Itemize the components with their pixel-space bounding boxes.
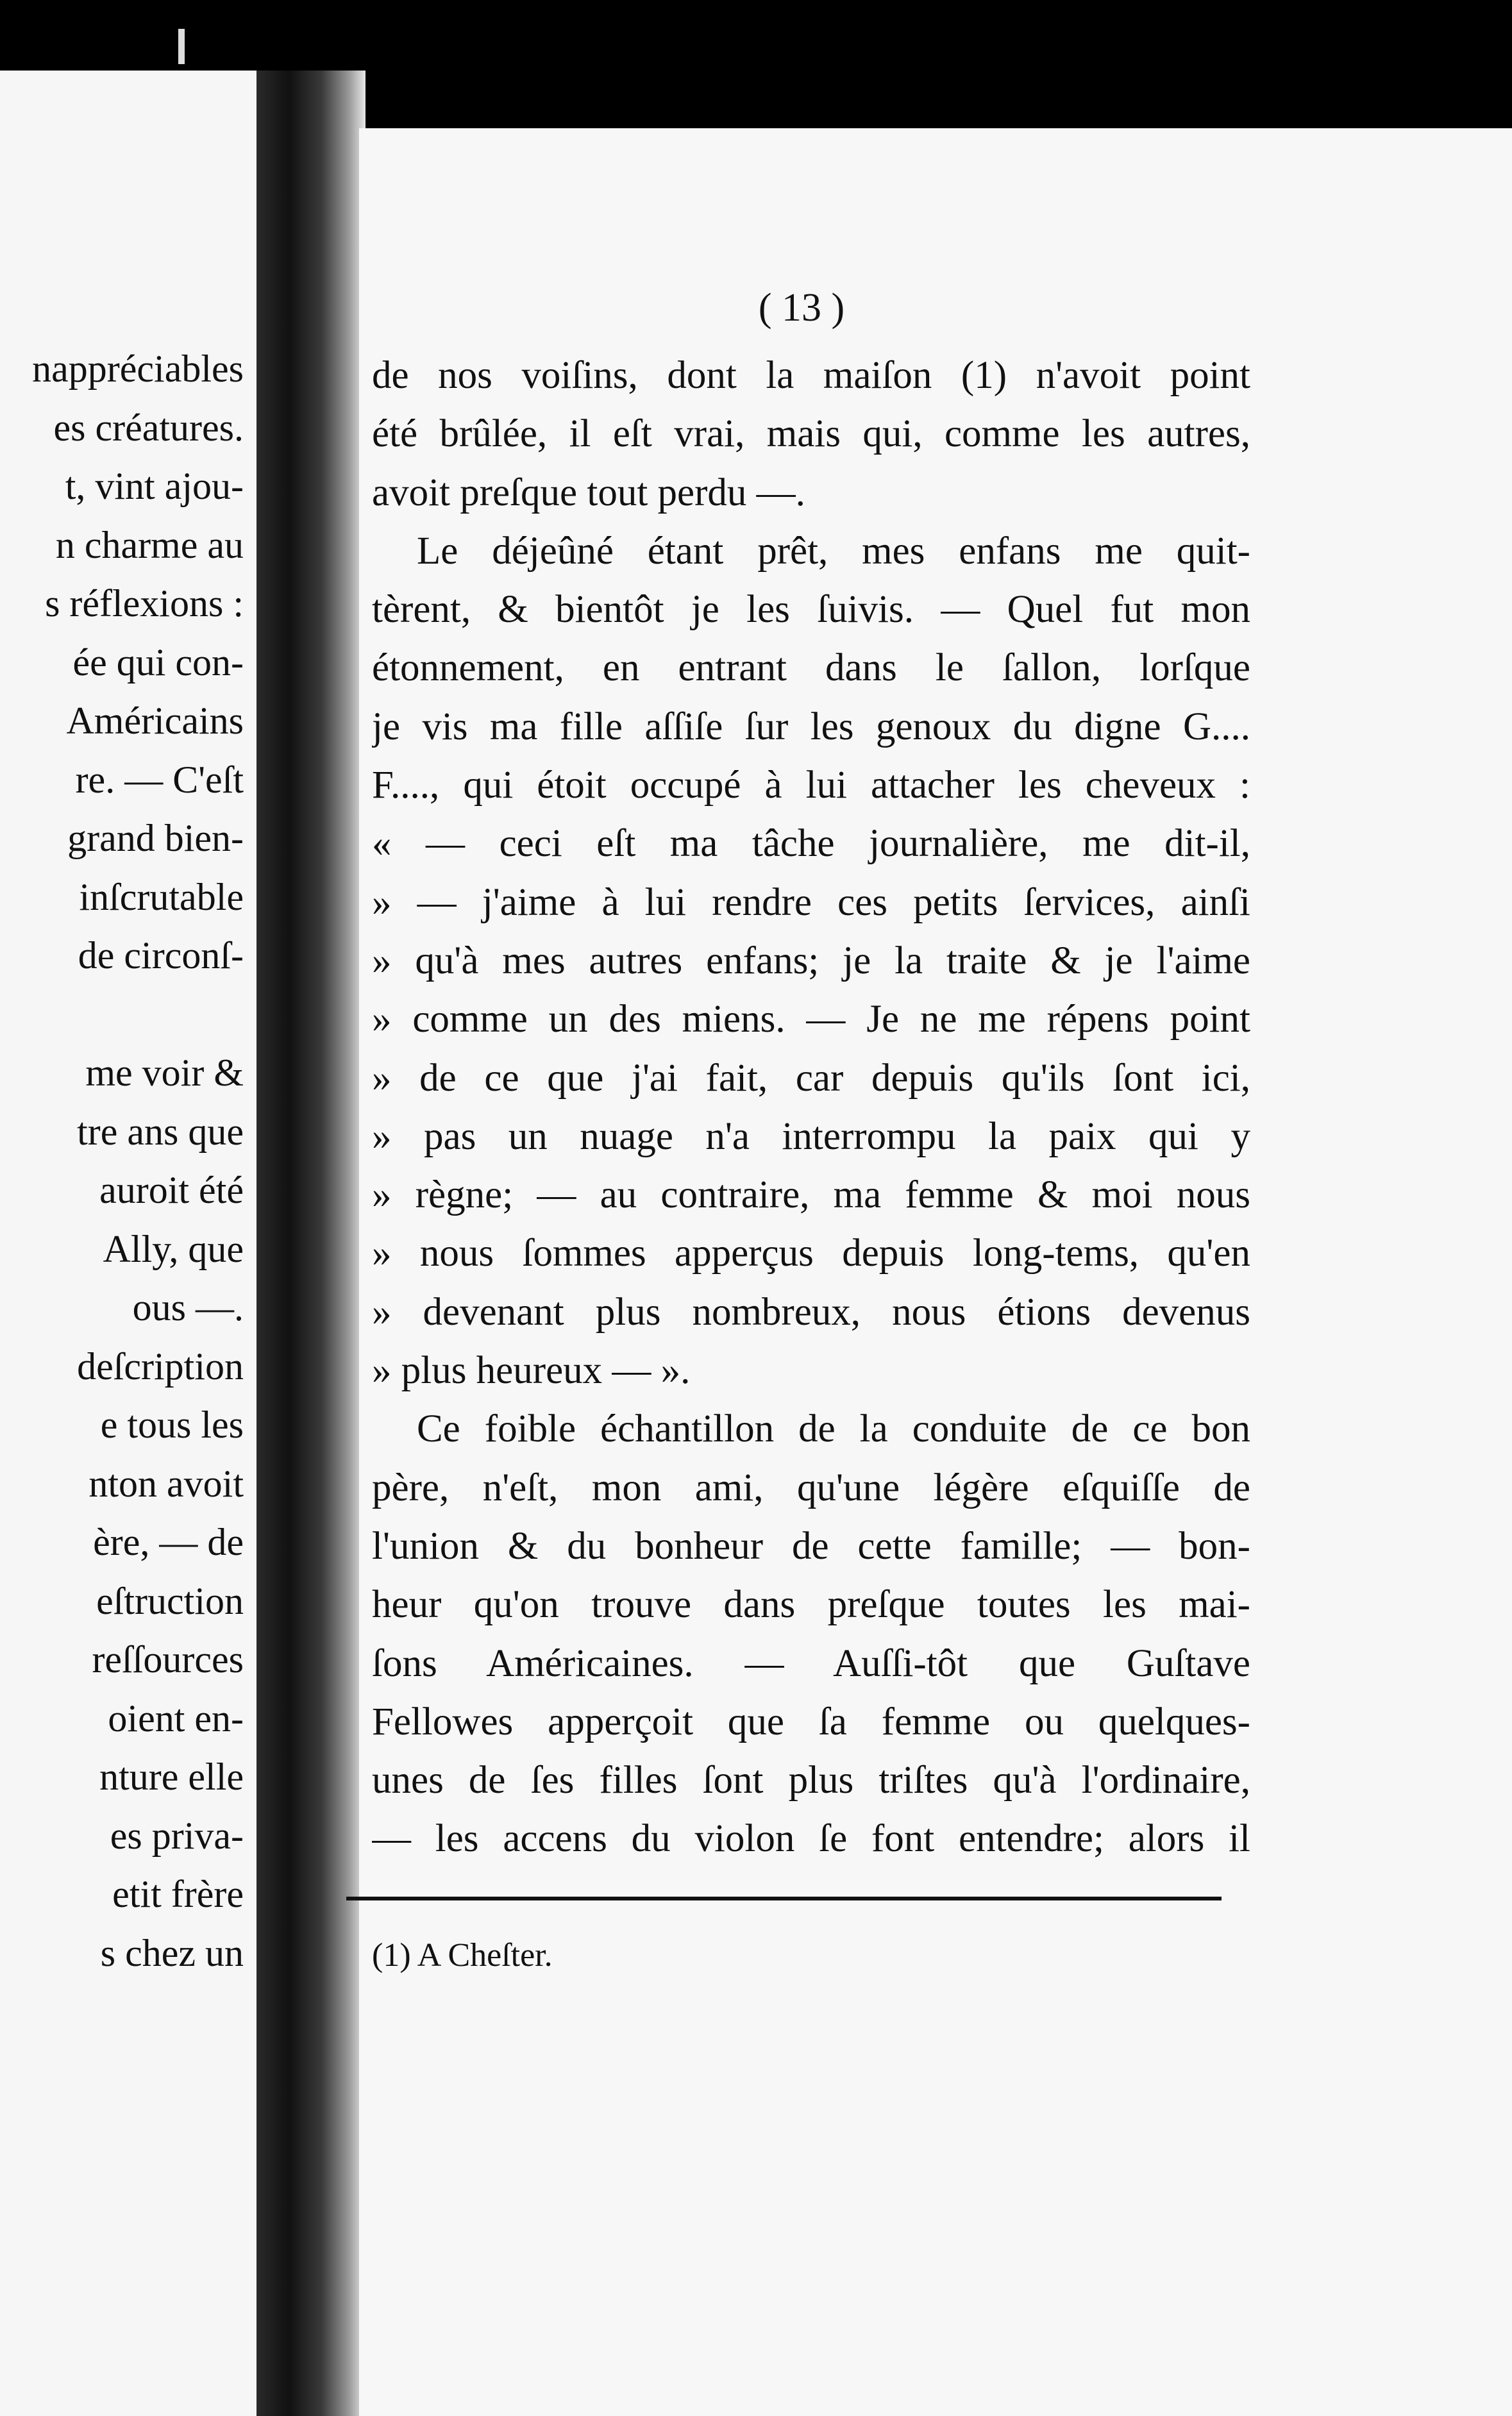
text-line: » de ce que j'ai fait, car depuis qu'ils ſont ici, <box>372 1056 1250 1100</box>
text-line: avoit preſque tout perdu —. <box>372 471 805 514</box>
text-line: père, n'eſt, mon ami, qu'une légère eſquiſſe de <box>372 1466 1250 1509</box>
left-page-line: auroit été <box>99 1169 244 1211</box>
left-page-line: nton avoit <box>88 1462 244 1505</box>
footnote: (1) A Cheſter. <box>372 1937 553 1974</box>
left-page-line: ère, — de <box>93 1521 244 1563</box>
text-line: unes de ſes filles ſont plus triſtes qu'à l'ordinaire, <box>372 1759 1250 1802</box>
text-line: heur qu'on trouve dans preſque toutes les mai- <box>372 1583 1250 1627</box>
left-page-line: s réflexions : <box>45 582 244 625</box>
book-gutter <box>256 71 365 2416</box>
left-page-line: deſcription <box>77 1345 244 1388</box>
text-line: je vis ma fille aſſiſe ſur les genoux du digne G.... <box>372 705 1250 748</box>
left-page-line: es créatures. <box>53 406 244 449</box>
left-page-text <box>0 340 244 1983</box>
footnote-rule <box>346 1897 1222 1900</box>
left-page-line: grand bien- <box>67 817 244 859</box>
left-page-line: tre ans que <box>77 1110 244 1153</box>
left-page-line: me voir & <box>85 1052 244 1094</box>
text-line: Ce foible échantillon de la conduite de ce bon <box>417 1407 1250 1451</box>
text-line: Fellowes apperçoit que ſa femme ou quelques- <box>372 1700 1250 1743</box>
text-line: étonnement, en entrant dans le ſallon, lorſque <box>372 646 1250 690</box>
right-page-text <box>372 346 1250 1868</box>
text-line: » qu'à mes autres enfans; je la traite & je l'aime <box>372 939 1250 982</box>
text-line: F...., qui étoit occupé à lui attacher les cheveux : <box>372 764 1250 807</box>
left-page-line: s chez un <box>100 1931 244 1974</box>
left-page-line: t, vint ajou- <box>65 465 244 507</box>
left-page-line: inſcrutable <box>79 875 244 918</box>
left-page-line: reſſources <box>92 1638 244 1681</box>
text-line: — les accens du violon ſe font entendre; alors il <box>372 1817 1250 1861</box>
page-number: ( 13 ) <box>758 286 845 330</box>
left-page-line: e tous les <box>100 1404 244 1446</box>
text-line: » devenant plus nombreux, nous étions devenus <box>372 1290 1250 1334</box>
left-page-line: re. — C'eſt <box>75 758 244 801</box>
text-line: » comme un des miens. — Je ne me répens point <box>372 998 1250 1041</box>
left-page-line <box>0 986 244 1044</box>
text-line: » nous ſommes apperçus depuis long-tems, qu'en <box>372 1232 1250 1275</box>
scan-mark <box>178 29 185 64</box>
text-line: de nos voiſins, dont la maiſon (1) n'avoit point <box>372 354 1250 397</box>
left-page-line: es priva- <box>110 1814 244 1857</box>
text-line: ſons Américaines. — Auſſi-tôt que Guſtave <box>372 1641 1250 1685</box>
left-page-line: Ally, que <box>103 1227 244 1270</box>
text-line: Le déjeûné étant prêt, mes enfans me quit- <box>417 529 1250 573</box>
left-page-line: ous —. <box>132 1286 244 1329</box>
text-line: » règne; — au contraire, ma femme & moi nous <box>372 1173 1250 1217</box>
left-page-line: ée qui con- <box>72 641 244 684</box>
text-line: « — ceci eſt ma tâche journalière, me dit-il, <box>372 822 1250 866</box>
left-page-line: Américains <box>66 700 244 742</box>
text-line: » — j'aime à lui rendre ces petits ſervices, ainſi <box>372 880 1250 924</box>
text-line: l'union & du bonheur de cette famille; — bon- <box>372 1524 1250 1568</box>
left-page-line: etit frère <box>112 1873 244 1915</box>
left-page-line: oient en- <box>108 1697 244 1740</box>
text-line: » plus heureux — ». <box>372 1349 691 1393</box>
left-page-line: de circonſ- <box>78 934 244 977</box>
text-line: » pas un nuage n'a interrompu la paix qui y <box>372 1114 1250 1158</box>
left-page-line: nappréciables <box>32 348 244 390</box>
left-page-line: n charme au <box>55 523 244 566</box>
left-page-line: nture elle <box>99 1756 244 1798</box>
text-line: tèrent, & bientôt je les ſuivis. — Quel fut mon <box>372 588 1250 632</box>
left-page-line: eſtruction <box>96 1579 244 1622</box>
text-line: été brûlée, il eſt vrai, mais qui, comme les autres, <box>372 412 1250 456</box>
